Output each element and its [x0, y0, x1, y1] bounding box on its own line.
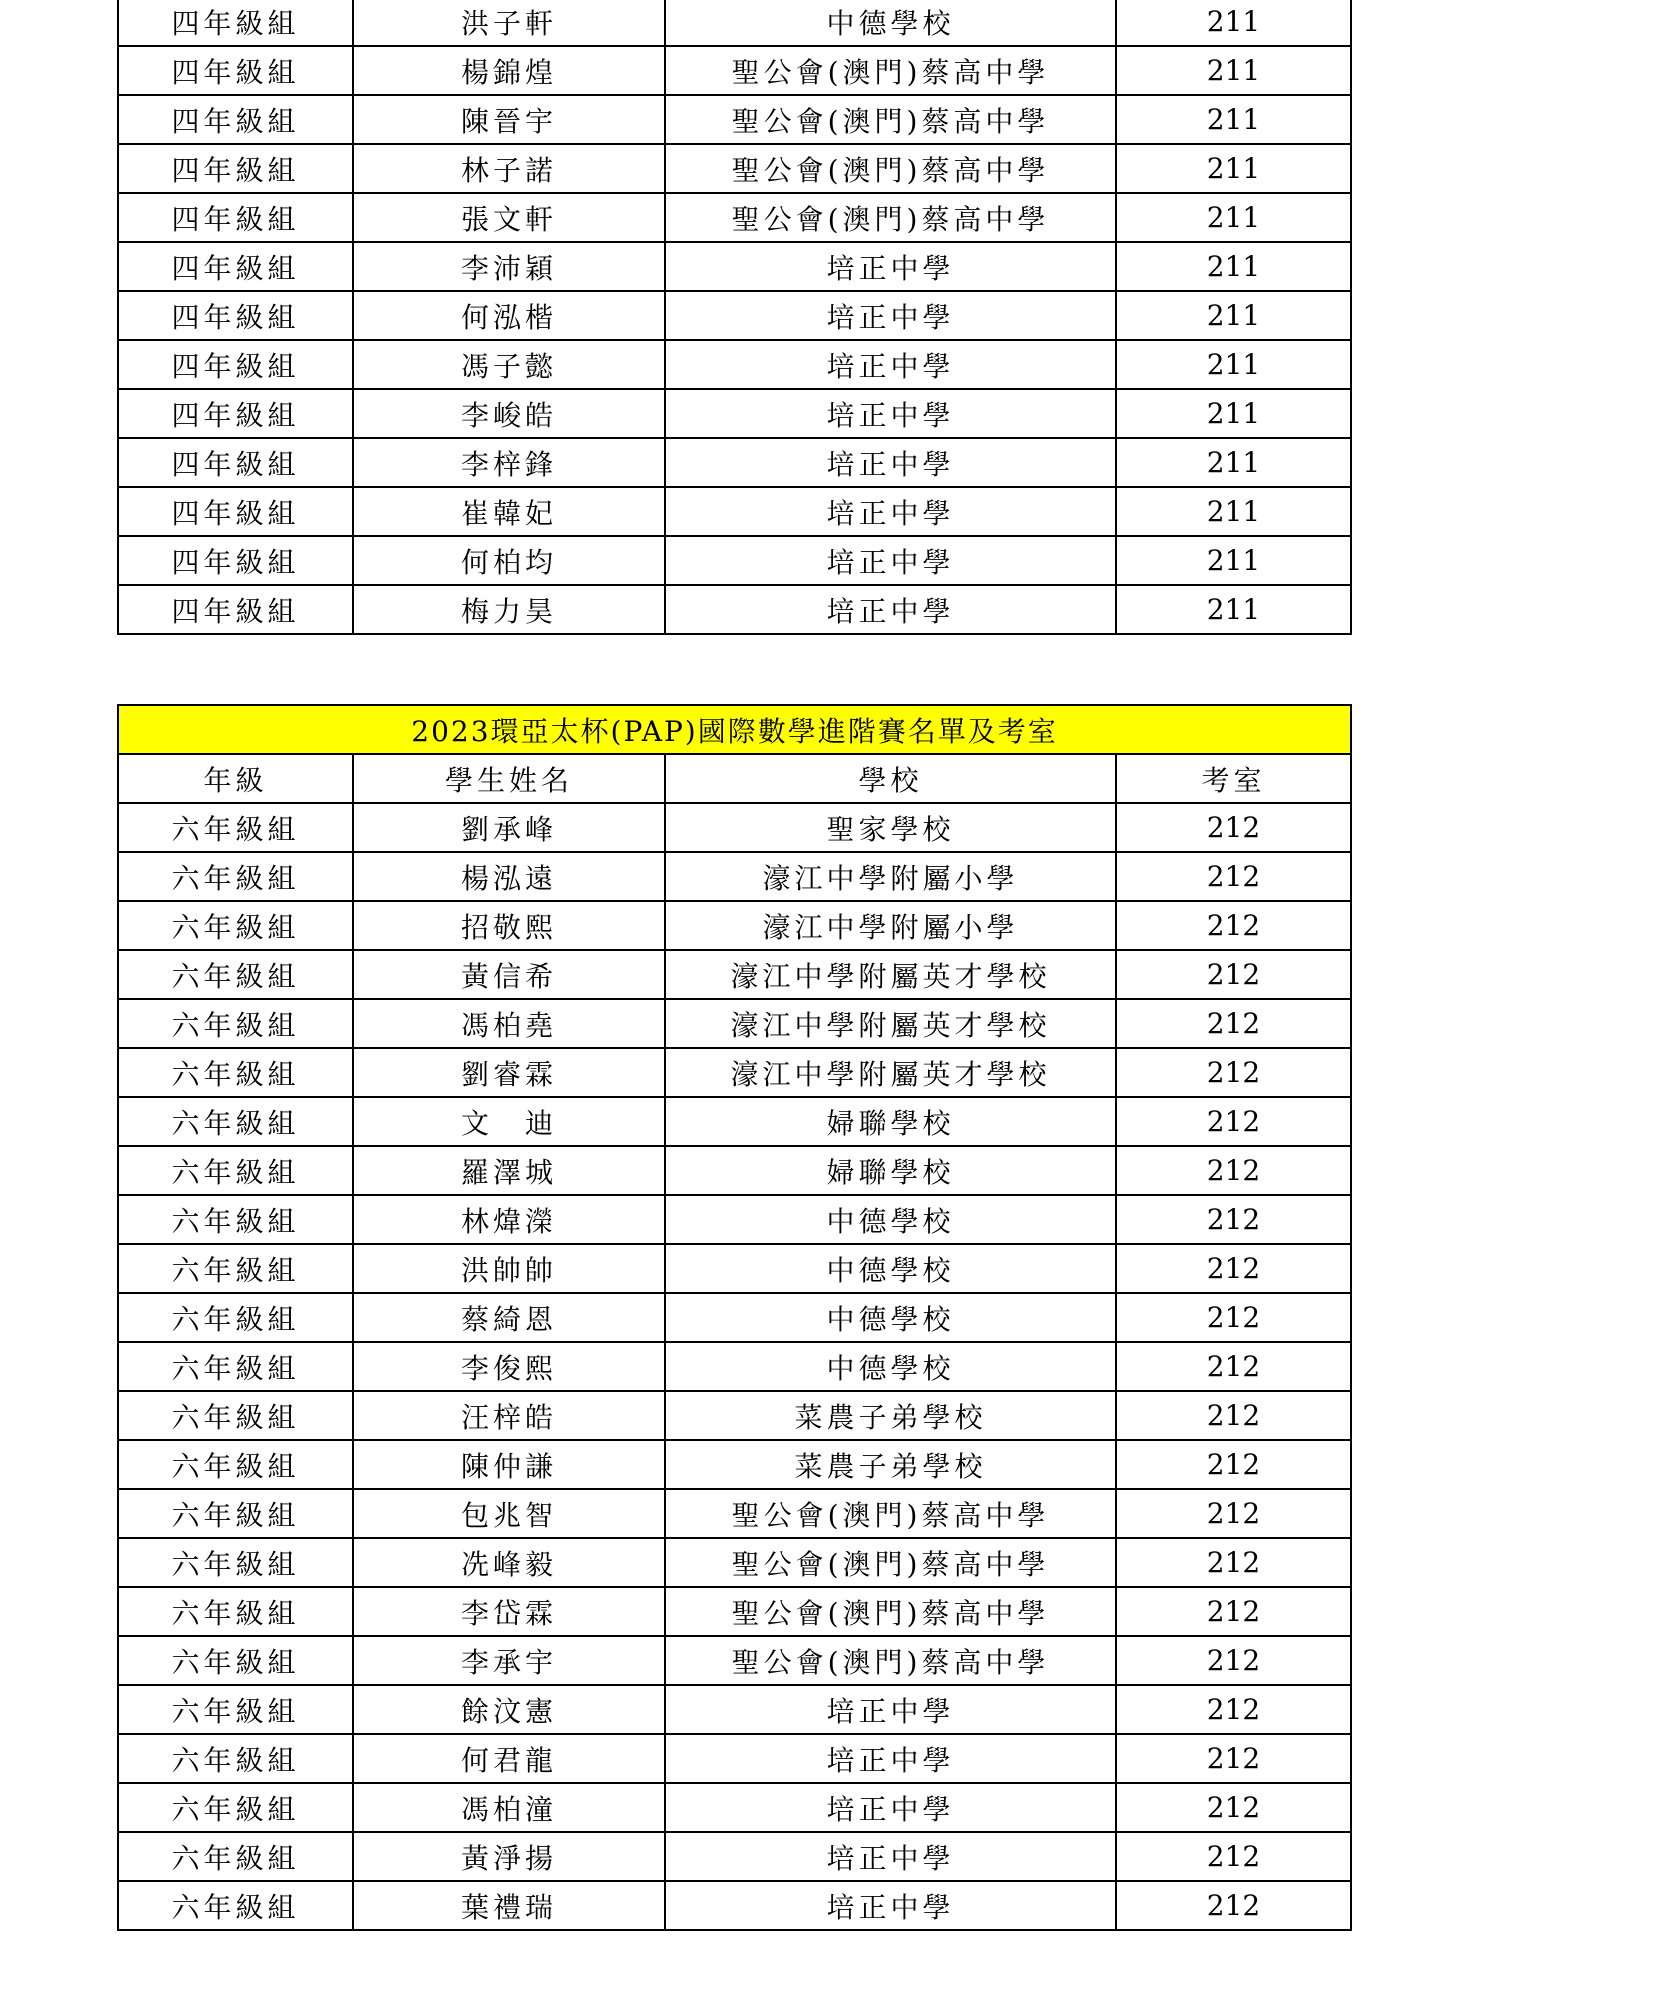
- grade-cell: 六年級組: [118, 901, 353, 950]
- table-row: [118, 803, 1351, 852]
- student-name-cell: 陳晉宇: [353, 95, 665, 144]
- student-name-cell: 李俊熙: [353, 1342, 665, 1391]
- student-name-cell: 李承宇: [353, 1636, 665, 1685]
- student-name-cell: 何君龍: [353, 1734, 665, 1783]
- roster-table-grade-6: [117, 704, 1352, 1931]
- student-name-cell: 楊泓遠: [353, 852, 665, 901]
- school-cell: 聖公會(澳門)蔡高中學: [665, 1587, 1116, 1636]
- roster-table-body: [118, 803, 1351, 1930]
- table-row: [118, 852, 1351, 901]
- school-cell: 濠江中學附屬小學: [665, 901, 1116, 950]
- header-student-name: 學生姓名: [353, 754, 665, 803]
- table-row: [118, 1293, 1351, 1342]
- table-row: [118, 291, 1351, 340]
- room-cell: 211: [1116, 340, 1351, 389]
- table-row: [118, 144, 1351, 193]
- room-cell: 212: [1116, 1783, 1351, 1832]
- table-row: [118, 950, 1351, 999]
- table-row: [118, 1342, 1351, 1391]
- grade-cell: 六年級組: [118, 803, 353, 852]
- room-cell: 212: [1116, 999, 1351, 1048]
- room-cell: 212: [1116, 901, 1351, 950]
- school-cell: 培正中學: [665, 340, 1116, 389]
- school-cell: 培正中學: [665, 242, 1116, 291]
- student-name-cell: 黃淨揚: [353, 1832, 665, 1881]
- room-cell: 212: [1116, 852, 1351, 901]
- table-row: [118, 1685, 1351, 1734]
- student-name-cell: 林子諾: [353, 144, 665, 193]
- student-name-cell: 洪帥帥: [353, 1244, 665, 1293]
- grade-cell: 四年級組: [118, 536, 353, 585]
- school-cell: 婦聯學校: [665, 1146, 1116, 1195]
- table-row: [118, 389, 1351, 438]
- student-name-cell: 冼峰毅: [353, 1538, 665, 1587]
- table-title-row: [118, 705, 1351, 754]
- student-name-cell: 馮柏潼: [353, 1783, 665, 1832]
- student-name-cell: 招敬熙: [353, 901, 665, 950]
- room-cell: 211: [1116, 0, 1351, 46]
- school-cell: 培正中學: [665, 487, 1116, 536]
- table-row: [118, 1048, 1351, 1097]
- school-cell: 聖公會(澳門)蔡高中學: [665, 46, 1116, 95]
- roster-table-grade-4: [117, 0, 1352, 635]
- school-cell: 聖公會(澳門)蔡高中學: [665, 193, 1116, 242]
- student-name-cell: 汪梓皓: [353, 1391, 665, 1440]
- room-cell: 212: [1116, 1293, 1351, 1342]
- room-cell: 211: [1116, 389, 1351, 438]
- table-row: [118, 1587, 1351, 1636]
- student-name-cell: 何柏均: [353, 536, 665, 585]
- school-cell: 中德學校: [665, 1195, 1116, 1244]
- table-row: [118, 1636, 1351, 1685]
- table-row: [118, 1440, 1351, 1489]
- student-name-cell: 李沛穎: [353, 242, 665, 291]
- school-cell: 聖家學校: [665, 803, 1116, 852]
- room-cell: 212: [1116, 1342, 1351, 1391]
- student-name-cell: 馮子懿: [353, 340, 665, 389]
- table-row: [118, 999, 1351, 1048]
- student-name-cell: 林煒濚: [353, 1195, 665, 1244]
- table-row: [118, 1489, 1351, 1538]
- school-cell: 中德學校: [665, 1342, 1116, 1391]
- school-cell: 培正中學: [665, 1783, 1116, 1832]
- grade-cell: 六年級組: [118, 1293, 353, 1342]
- student-name-cell: 李峻皓: [353, 389, 665, 438]
- grade-cell: 六年級組: [118, 1881, 353, 1930]
- school-cell: 中德學校: [665, 1244, 1116, 1293]
- table-row: [118, 487, 1351, 536]
- room-cell: 212: [1116, 1440, 1351, 1489]
- student-name-cell: 李梓鋒: [353, 438, 665, 487]
- room-cell: 212: [1116, 1244, 1351, 1293]
- student-name-cell: 崔韓妃: [353, 487, 665, 536]
- room-cell: 212: [1116, 1587, 1351, 1636]
- table-row: [118, 95, 1351, 144]
- roster-table-body: [118, 0, 1351, 634]
- grade-cell: 四年級組: [118, 95, 353, 144]
- grade-cell: 六年級組: [118, 1538, 353, 1587]
- school-cell: 中德學校: [665, 0, 1116, 46]
- school-cell: 聖公會(澳門)蔡高中學: [665, 1489, 1116, 1538]
- room-cell: 212: [1116, 1832, 1351, 1881]
- grade-cell: 四年級組: [118, 389, 353, 438]
- room-cell: 212: [1116, 803, 1351, 852]
- school-cell: 培正中學: [665, 1832, 1116, 1881]
- student-name-cell: 劉承峰: [353, 803, 665, 852]
- table-row: [118, 1195, 1351, 1244]
- grade-cell: 四年級組: [118, 193, 353, 242]
- grade-cell: 六年級組: [118, 852, 353, 901]
- school-cell: 培正中學: [665, 1881, 1116, 1930]
- grade-cell: 四年級組: [118, 340, 353, 389]
- student-name-cell: 李岱霖: [353, 1587, 665, 1636]
- grade-cell: 六年級組: [118, 1391, 353, 1440]
- school-cell: 培正中學: [665, 1685, 1116, 1734]
- table-row: [118, 0, 1351, 46]
- student-name-cell: 楊錦煌: [353, 46, 665, 95]
- grade-cell: 四年級組: [118, 291, 353, 340]
- student-name-cell: 羅澤城: [353, 1146, 665, 1195]
- room-cell: 211: [1116, 95, 1351, 144]
- student-name-cell: 餘汶憲: [353, 1685, 665, 1734]
- table-row: [118, 536, 1351, 585]
- school-cell: 濠江中學附屬英才學校: [665, 999, 1116, 1048]
- student-name-cell: 包兆智: [353, 1489, 665, 1538]
- table-row: [118, 1244, 1351, 1293]
- grade-cell: 六年級組: [118, 1244, 353, 1293]
- student-name-cell: 何泓楷: [353, 291, 665, 340]
- grade-cell: 四年級組: [118, 438, 353, 487]
- student-name-cell: 張文軒: [353, 193, 665, 242]
- grade-cell: 四年級組: [118, 585, 353, 634]
- header-room: 考室: [1116, 754, 1351, 803]
- table-title: 2023環亞太杯(PAP)國際數學進階賽名單及考室: [118, 705, 1351, 754]
- school-cell: 濠江中學附屬小學: [665, 852, 1116, 901]
- student-name-cell: 洪子軒: [353, 0, 665, 46]
- grade-cell: 六年級組: [118, 1685, 353, 1734]
- school-cell: 培正中學: [665, 389, 1116, 438]
- school-cell: 培正中學: [665, 291, 1116, 340]
- grade-cell: 六年級組: [118, 1734, 353, 1783]
- room-cell: 211: [1116, 144, 1351, 193]
- grade-cell: 六年級組: [118, 1783, 353, 1832]
- student-name-cell: 葉禮瑞: [353, 1881, 665, 1930]
- table-row: [118, 46, 1351, 95]
- table-row: [118, 242, 1351, 291]
- table-header-row: [118, 754, 1351, 803]
- student-name-cell: 劉睿霖: [353, 1048, 665, 1097]
- student-name-cell: 梅力昊: [353, 585, 665, 634]
- table-row: [118, 340, 1351, 389]
- room-cell: 212: [1116, 1048, 1351, 1097]
- school-cell: 濠江中學附屬英才學校: [665, 1048, 1116, 1097]
- grade-cell: 六年級組: [118, 1146, 353, 1195]
- room-cell: 211: [1116, 438, 1351, 487]
- room-cell: 212: [1116, 1685, 1351, 1734]
- room-cell: 212: [1116, 950, 1351, 999]
- school-cell: 婦聯學校: [665, 1097, 1116, 1146]
- room-cell: 212: [1116, 1195, 1351, 1244]
- grade-cell: 六年級組: [118, 1440, 353, 1489]
- school-cell: 培正中學: [665, 536, 1116, 585]
- school-cell: 聖公會(澳門)蔡高中學: [665, 1636, 1116, 1685]
- table-row: [118, 438, 1351, 487]
- grade-cell: 六年級組: [118, 1587, 353, 1636]
- grade-cell: 四年級組: [118, 144, 353, 193]
- school-cell: 菜農子弟學校: [665, 1391, 1116, 1440]
- room-cell: 211: [1116, 536, 1351, 585]
- room-cell: 211: [1116, 291, 1351, 340]
- room-cell: 212: [1116, 1636, 1351, 1685]
- table-row: [118, 1832, 1351, 1881]
- table-row: [118, 193, 1351, 242]
- school-cell: 濠江中學附屬英才學校: [665, 950, 1116, 999]
- grade-cell: 六年級組: [118, 950, 353, 999]
- table-row: [118, 1734, 1351, 1783]
- grade-cell: 六年級組: [118, 999, 353, 1048]
- room-cell: 212: [1116, 1538, 1351, 1587]
- room-cell: 212: [1116, 1391, 1351, 1440]
- room-cell: 211: [1116, 193, 1351, 242]
- grade-cell: 四年級組: [118, 487, 353, 536]
- grade-cell: 四年級組: [118, 242, 353, 291]
- grade-cell: 六年級組: [118, 1636, 353, 1685]
- room-cell: 211: [1116, 487, 1351, 536]
- student-name-cell: 陳仲謙: [353, 1440, 665, 1489]
- room-cell: 211: [1116, 46, 1351, 95]
- room-cell: 212: [1116, 1489, 1351, 1538]
- grade-cell: 六年級組: [118, 1195, 353, 1244]
- student-name-cell: 黃信希: [353, 950, 665, 999]
- student-name-cell: 蔡綺恩: [353, 1293, 665, 1342]
- school-cell: 聖公會(澳門)蔡高中學: [665, 1538, 1116, 1587]
- room-cell: 212: [1116, 1146, 1351, 1195]
- table-row: [118, 901, 1351, 950]
- grade-cell: 六年級組: [118, 1048, 353, 1097]
- table-row: [118, 1783, 1351, 1832]
- table-row: [118, 1146, 1351, 1195]
- table-row: [118, 585, 1351, 634]
- school-cell: 培正中學: [665, 438, 1116, 487]
- room-cell: 211: [1116, 585, 1351, 634]
- student-name-cell: 文 迪: [353, 1097, 665, 1146]
- grade-cell: 六年級組: [118, 1832, 353, 1881]
- school-cell: 培正中學: [665, 1734, 1116, 1783]
- grade-cell: 六年級組: [118, 1097, 353, 1146]
- school-cell: 聖公會(澳門)蔡高中學: [665, 144, 1116, 193]
- grade-cell: 四年級組: [118, 0, 353, 46]
- school-cell: 中德學校: [665, 1293, 1116, 1342]
- table-row: [118, 1391, 1351, 1440]
- grade-cell: 四年級組: [118, 46, 353, 95]
- room-cell: 212: [1116, 1734, 1351, 1783]
- student-name-cell: 馮柏堯: [353, 999, 665, 1048]
- grade-cell: 六年級組: [118, 1342, 353, 1391]
- table-row: [118, 1881, 1351, 1930]
- school-cell: 培正中學: [665, 585, 1116, 634]
- school-cell: 菜農子弟學校: [665, 1440, 1116, 1489]
- room-cell: 212: [1116, 1097, 1351, 1146]
- room-cell: 211: [1116, 242, 1351, 291]
- header-grade: 年級: [118, 754, 353, 803]
- header-school: 學校: [665, 754, 1116, 803]
- grade-cell: 六年級組: [118, 1489, 353, 1538]
- school-cell: 聖公會(澳門)蔡高中學: [665, 95, 1116, 144]
- table-row: [118, 1538, 1351, 1587]
- table-row: [118, 1097, 1351, 1146]
- room-cell: 212: [1116, 1881, 1351, 1930]
